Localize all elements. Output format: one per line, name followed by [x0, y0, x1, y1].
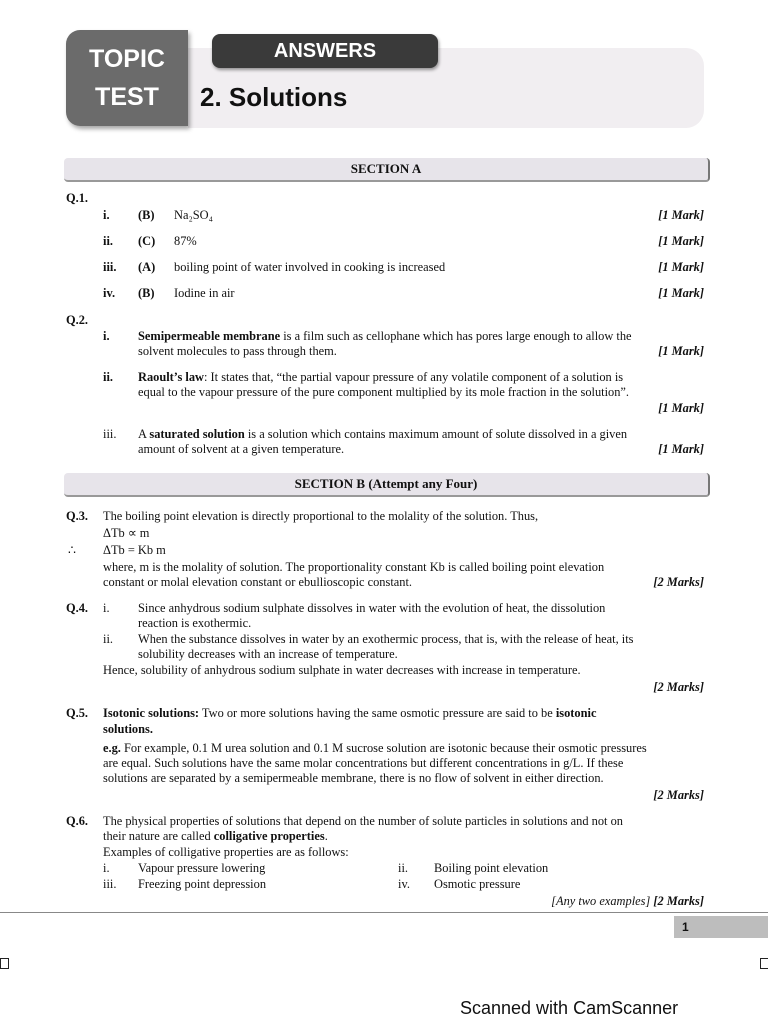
page-title: 2. Solutions [200, 82, 348, 112]
mark-label: [2 Marks] [653, 894, 704, 908]
term: saturated solution [149, 427, 245, 441]
item-number: i. [103, 861, 110, 875]
corner-mark-left [0, 958, 9, 969]
mark-label: [2 Marks] [653, 680, 704, 694]
answer-text: boiling point of water involved in cooking is increased [174, 260, 446, 274]
term: Raoult’s law [138, 370, 204, 384]
text: : It states that, “the partial vapour pressure of any volatile component of a solution is [203, 370, 624, 384]
example-text: Boiling point elevation [434, 861, 549, 875]
term: Semipermeable membrane [138, 329, 281, 343]
text: Two or more solutions having the same osmotic pressure are said to be [199, 706, 556, 720]
q2-ii-line1 [138, 370, 623, 385]
q5-eg-line1 [103, 741, 647, 756]
term: isotonic [555, 706, 597, 720]
q2-i-line1 [138, 329, 632, 344]
item-number: ii. [103, 632, 113, 646]
q3-line1: The boiling point elevation is directly proportional to the molality of the solution. Thus, [103, 509, 539, 523]
q5-eg-line3: solutions are separated by a semipermeable membrane, there is no flow of solvent in either direction. [103, 771, 604, 785]
q3-equation-2: ΔTb = Kb m [103, 543, 166, 557]
answer-text: Iodine in air [174, 286, 235, 300]
mark-label: [1 Mark] [658, 344, 704, 358]
item-number: iii. [103, 427, 117, 441]
eg-label: e.g. [103, 741, 121, 755]
answers-tab: ANSWERS [212, 34, 438, 68]
text: is a film such as cellophane which has pores large enough to allow the [280, 329, 632, 343]
option-letter: (B) [138, 286, 155, 300]
q2-i-line2: solvent molecules to pass through them. [138, 344, 337, 358]
answer-text: Na₂SO₄ [174, 208, 213, 222]
mark-label: [1 Mark] [658, 401, 704, 415]
q2-label: Q.2. [66, 313, 89, 327]
item-number: i. [103, 208, 110, 222]
topic-test-badge [66, 30, 188, 126]
item-number: i. [103, 329, 110, 343]
q6-mark-line [551, 894, 704, 909]
mark-label: [2 Marks] [653, 788, 704, 802]
q6-label: Q.6. [66, 814, 89, 828]
q5-label: Q.5. [66, 706, 89, 720]
text: . [324, 829, 328, 843]
q3-line2: where, m is the molality of solution. The proportionality constant Kb is called boiling point elevation [103, 560, 605, 574]
q4-i-line1: Since anhydrous sodium sulphate dissolves in water with the evolution of heat, the dissolution [138, 601, 606, 615]
topic-label: TOPIC [89, 45, 165, 73]
item-number: ii. [103, 370, 113, 384]
answer-text: 87% [174, 234, 197, 248]
item-number: iii. [103, 877, 117, 891]
section-b-header: SECTION B (Attempt any Four) [64, 473, 710, 497]
q5-line1 [103, 706, 596, 721]
test-label: TEST [95, 83, 159, 111]
text: For example, 0.1 M urea solution and 0.1 M sucrose solution are isotonic because their osmotic pressures [120, 741, 647, 755]
page-number: 1 [674, 916, 768, 938]
note: [Any two examples] [551, 894, 651, 908]
q5-term-continued: solutions. [103, 722, 153, 736]
q3-line3: constant or molal elevation constant or ebullioscopic constant. [103, 575, 412, 589]
therefore-symbol: ∴ [68, 543, 76, 557]
text: their nature are called [103, 829, 214, 843]
q4-label: Q.4. [66, 601, 89, 615]
footer-rule [0, 912, 768, 913]
mark-label: [1 Mark] [658, 260, 704, 274]
q2-ii-line2: equal to the vapour pressure of the pure component multiplied by its mole fraction in the solution”. [138, 385, 630, 399]
item-number: iv. [398, 877, 410, 891]
q4-ii-line1: When the substance dissolves in water by an exothermic process, that is, with the release of heat, its [138, 632, 634, 646]
item-number: i. [103, 601, 110, 615]
q3-label: Q.3. [66, 509, 89, 523]
q6-line2 [103, 829, 328, 844]
mark-label: [1 Mark] [658, 286, 704, 300]
option-letter: (B) [138, 208, 155, 222]
mark-label: [1 Mark] [658, 208, 704, 222]
item-number: ii. [103, 234, 113, 248]
mark-label: [2 Marks] [653, 575, 704, 589]
q6-line3: Examples of colligative properties are as follows: [103, 845, 349, 859]
term: Isotonic solutions: [103, 706, 200, 720]
scanner-watermark: Scanned with CamScanner [460, 998, 679, 1018]
item-number: iv. [103, 286, 116, 300]
q4-conclusion: Hence, solubility of anhydrous sodium sulphate in water decreases with increase in temperature. [103, 663, 581, 677]
q2-iii-line1 [138, 427, 627, 442]
text: A [138, 427, 150, 441]
mark-label: [1 Mark] [658, 234, 704, 248]
q3-equation-1: ΔTb ∝ m [103, 526, 150, 540]
term: colligative properties [213, 829, 325, 843]
text: is a solution which contains maximum amount of solute dissolved in a given [244, 427, 628, 441]
option-letter: (A) [138, 260, 156, 274]
q1-label: Q.1. [66, 191, 89, 205]
example-text: Freezing point depression [138, 877, 267, 891]
q4-ii-line2: solubility decreases with an increase of temperature. [138, 647, 398, 661]
q4-i-line2: reaction is exothermic. [138, 616, 252, 630]
q6-line1: The physical properties of solutions that depend on the number of solute particles in solutions and not on [103, 814, 623, 828]
section-a-header: SECTION A [64, 158, 710, 182]
item-number: ii. [398, 861, 408, 875]
q5-eg-line2: are equal. Such solutions have the same molar concentrations but different concentrations in g/L. If these [103, 756, 624, 770]
mark-label: [1 Mark] [658, 442, 704, 456]
corner-mark-right [760, 958, 768, 969]
q2-iii-line2: amount of solvent at a given temperature. [138, 442, 345, 456]
example-text: Osmotic pressure [434, 877, 521, 891]
example-text: Vapour pressure lowering [138, 861, 266, 875]
item-number: iii. [103, 260, 117, 274]
option-letter: (C) [138, 234, 156, 248]
